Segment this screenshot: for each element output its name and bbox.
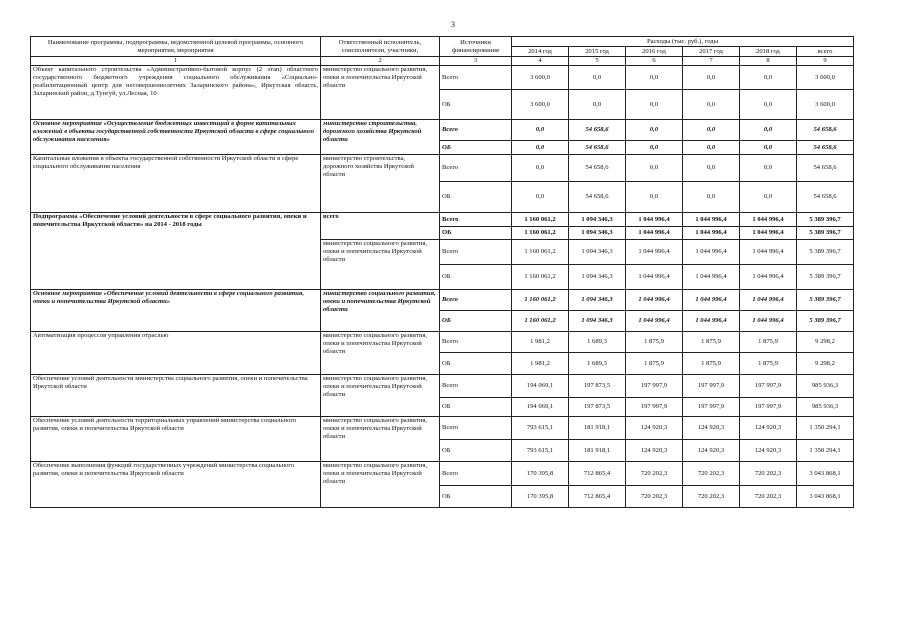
value-cell: 0,0 bbox=[740, 90, 797, 120]
value-cell: 1 160 061,2 bbox=[512, 213, 569, 227]
value-cell: 720 202,3 bbox=[740, 462, 797, 486]
header-year: 2015 год bbox=[569, 47, 626, 57]
value-cell: 124 920,3 bbox=[740, 417, 797, 440]
row-name: Обеспечение условий деятельности территориальных управлений министерства социального развития, опеки и попечительства Иркутской области bbox=[31, 417, 321, 462]
value-cell: 1 044 996,4 bbox=[626, 311, 683, 332]
header-name: Наименование программы, подпрограммы, ведомственной целевой программы, основного мероприятия, мероприятия bbox=[31, 37, 321, 57]
value-cell: 54 658,6 bbox=[569, 141, 626, 155]
source-cell: ОБ bbox=[440, 486, 512, 508]
value-cell: 0,0 bbox=[626, 155, 683, 182]
value-cell: 54 658,6 bbox=[569, 120, 626, 141]
row-executor: министерство социального развития, опеки и попечительства Иркутской области bbox=[321, 417, 440, 462]
row-name: Автоматизация процессов управления отраслью bbox=[31, 332, 321, 375]
row-name: Основное мероприятие «Обеспечение условий деятельности в сфере социального развития, опеки и попечительства Иркутской области» bbox=[31, 290, 321, 332]
value-cell: 1 875,9 bbox=[683, 332, 740, 353]
value-cell: 1 044 996,4 bbox=[740, 213, 797, 227]
source-cell: ОБ bbox=[440, 141, 512, 155]
header-total: всего bbox=[797, 47, 854, 57]
value-cell: 197 997,9 bbox=[740, 398, 797, 417]
index-cell: 3 bbox=[440, 57, 512, 66]
value-cell: 5 389 396,7 bbox=[797, 227, 854, 240]
header-year: 2014 год bbox=[512, 47, 569, 57]
value-cell: 5 389 396,7 bbox=[797, 265, 854, 290]
value-cell: 1 160 061,2 bbox=[512, 311, 569, 332]
value-cell: 0,0 bbox=[740, 182, 797, 213]
value-cell: 0,0 bbox=[740, 66, 797, 90]
value-cell: 0,0 bbox=[626, 66, 683, 90]
value-cell: 0,0 bbox=[683, 66, 740, 90]
value-cell: 1 044 996,4 bbox=[740, 227, 797, 240]
source-cell: ОБ bbox=[440, 398, 512, 417]
value-cell: 793 615,1 bbox=[512, 417, 569, 440]
value-cell: 0,0 bbox=[512, 182, 569, 213]
source-cell: ОБ bbox=[440, 265, 512, 290]
value-cell: 197 997,9 bbox=[626, 398, 683, 417]
value-cell: 1 044 996,4 bbox=[626, 290, 683, 311]
value-cell: 985 936,3 bbox=[797, 398, 854, 417]
value-cell: 197 997,9 bbox=[626, 375, 683, 398]
value-cell: 5 389 396,7 bbox=[797, 311, 854, 332]
value-cell: 1 094 346,3 bbox=[569, 290, 626, 311]
row-executor: министерство социального развития, опеки и попечительства Иркутской области bbox=[321, 332, 440, 375]
value-cell: 170 395,8 bbox=[512, 462, 569, 486]
value-cell: 1 094 346,3 bbox=[569, 227, 626, 240]
value-cell: 197 873,5 bbox=[569, 398, 626, 417]
value-cell: 54 658,6 bbox=[797, 155, 854, 182]
value-cell: 1 044 996,4 bbox=[683, 265, 740, 290]
source-cell: ОБ bbox=[440, 353, 512, 375]
value-cell: 1 094 346,3 bbox=[569, 240, 626, 265]
value-cell: 1 160 061,2 bbox=[512, 265, 569, 290]
source-cell: Всего bbox=[440, 417, 512, 440]
value-cell: 0,0 bbox=[683, 182, 740, 213]
value-cell: 194 069,1 bbox=[512, 375, 569, 398]
index-cell: 1 bbox=[31, 57, 321, 66]
value-cell: 181 918,1 bbox=[569, 440, 626, 462]
source-cell: Всего bbox=[440, 332, 512, 353]
value-cell: 1 981,2 bbox=[512, 332, 569, 353]
value-cell: 712 865,4 bbox=[569, 486, 626, 508]
value-cell: 197 997,9 bbox=[683, 398, 740, 417]
value-cell: 0,0 bbox=[626, 90, 683, 120]
row-executor: министерство социального развития, опеки и попечительства Иркутской области bbox=[321, 240, 440, 290]
row-executor: министерство строительства, дорожного хозяйства Иркутской области bbox=[321, 120, 440, 155]
row-name: Капитальные вложения в объекты государственной собственности Иркутской области в сфере социального обслуживания населения bbox=[31, 155, 321, 213]
value-cell: 3 043 868,1 bbox=[797, 486, 854, 508]
value-cell: 0,0 bbox=[512, 155, 569, 182]
value-cell: 54 658,6 bbox=[569, 182, 626, 213]
value-cell: 1 044 996,4 bbox=[740, 240, 797, 265]
value-cell: 3 600,0 bbox=[797, 66, 854, 90]
row-executor: министерство социального развития, опеки и попечительства Иркутской области bbox=[321, 462, 440, 508]
value-cell: 1 044 996,4 bbox=[626, 265, 683, 290]
value-cell: 720 202,3 bbox=[626, 462, 683, 486]
value-cell: 1 044 996,4 bbox=[626, 240, 683, 265]
value-cell: 1 044 996,4 bbox=[740, 311, 797, 332]
value-cell: 1 875,9 bbox=[740, 332, 797, 353]
value-cell: 54 658,6 bbox=[797, 120, 854, 141]
index-cell: 9 bbox=[797, 57, 854, 66]
value-cell: 0,0 bbox=[683, 141, 740, 155]
value-cell: 0,0 bbox=[626, 120, 683, 141]
header-expenses: Расходы (тыс. руб.), годы bbox=[512, 37, 854, 47]
source-cell: ОБ bbox=[440, 227, 512, 240]
value-cell: 124 920,3 bbox=[683, 417, 740, 440]
value-cell: 1 875,9 bbox=[740, 353, 797, 375]
value-cell: 124 920,3 bbox=[683, 440, 740, 462]
row-name: Объект капитального строительства «Административно-бытовой корпус (2 этап) областного государственного бюджетного учреждения социального обслуживания «Социально-реабилитационный центр для несовершеннолетних Заларинского района», Иркутская область, Заларинский район, д.Тунгуй, ул.Лесная, 10 bbox=[31, 66, 321, 120]
value-cell: 1 875,9 bbox=[683, 353, 740, 375]
value-cell: 124 920,3 bbox=[740, 440, 797, 462]
source-cell: ОБ bbox=[440, 311, 512, 332]
value-cell: 720 202,3 bbox=[626, 486, 683, 508]
row-name: Обеспечение выполнения функций государственных учреждений министерства социального развития, опеки и попечительства Иркутской области bbox=[31, 462, 321, 508]
row-executor: министерство строительства, дорожного хозяйства Иркутской области bbox=[321, 155, 440, 213]
source-cell: Всего bbox=[440, 240, 512, 265]
value-cell: 1 044 996,4 bbox=[683, 213, 740, 227]
value-cell: 0,0 bbox=[740, 141, 797, 155]
value-cell: 1 350 294,1 bbox=[797, 440, 854, 462]
value-cell: 985 936,3 bbox=[797, 375, 854, 398]
value-cell: 3 043 868,1 bbox=[797, 462, 854, 486]
value-cell: 1 160 061,2 bbox=[512, 240, 569, 265]
source-cell: Всего bbox=[440, 155, 512, 182]
source-cell: Всего bbox=[440, 375, 512, 398]
source-cell: Всего bbox=[440, 290, 512, 311]
header-source: Источники финансирования bbox=[440, 37, 512, 57]
value-cell: 720 202,3 bbox=[740, 486, 797, 508]
value-cell: 1 044 996,4 bbox=[740, 265, 797, 290]
header-year: 2018 год bbox=[740, 47, 797, 57]
value-cell: 0,0 bbox=[740, 155, 797, 182]
source-cell: ОБ bbox=[440, 90, 512, 120]
value-cell: 124 920,3 bbox=[626, 417, 683, 440]
source-cell: ОБ bbox=[440, 440, 512, 462]
expenses-table bbox=[30, 36, 854, 508]
index-cell: 7 bbox=[683, 57, 740, 66]
value-cell: 1 875,9 bbox=[626, 353, 683, 375]
value-cell: 1 981,2 bbox=[512, 353, 569, 375]
value-cell: 1 350 294,1 bbox=[797, 417, 854, 440]
subprogram-name: Подпрограмма «Обеспечение условий деятельности в сфере социального развития, опеки и попечительства Иркутской области» на 2014 - 2018 годы bbox=[31, 213, 321, 290]
value-cell: 170 395,8 bbox=[512, 486, 569, 508]
value-cell: 197 997,9 bbox=[683, 375, 740, 398]
value-cell: 1 689,3 bbox=[569, 353, 626, 375]
header-year: 2016 год bbox=[626, 47, 683, 57]
value-cell: 1 094 346,3 bbox=[569, 311, 626, 332]
index-cell: 5 bbox=[569, 57, 626, 66]
header-year: 2017 год bbox=[683, 47, 740, 57]
source-cell: ОБ bbox=[440, 182, 512, 213]
value-cell: 0,0 bbox=[569, 66, 626, 90]
source-cell: Всего bbox=[440, 66, 512, 90]
value-cell: 1 044 996,4 bbox=[683, 290, 740, 311]
index-cell: 2 bbox=[321, 57, 440, 66]
value-cell: 5 389 396,7 bbox=[797, 240, 854, 265]
value-cell: 3 600,0 bbox=[512, 66, 569, 90]
value-cell: 0,0 bbox=[683, 90, 740, 120]
value-cell: 54 658,6 bbox=[569, 155, 626, 182]
value-cell: 3 600,0 bbox=[797, 90, 854, 120]
value-cell: 0,0 bbox=[740, 120, 797, 141]
value-cell: 9 298,2 bbox=[797, 353, 854, 375]
value-cell: 1 044 996,4 bbox=[683, 240, 740, 265]
value-cell: 194 069,1 bbox=[512, 398, 569, 417]
source-cell: Всего bbox=[440, 462, 512, 486]
row-executor: министерство социального развития, опеки и попечительства Иркутской области bbox=[321, 375, 440, 417]
value-cell: 720 202,3 bbox=[683, 462, 740, 486]
value-cell: 0,0 bbox=[626, 141, 683, 155]
value-cell: 197 997,9 bbox=[740, 375, 797, 398]
page-number: 3 bbox=[451, 20, 455, 29]
index-cell: 6 bbox=[626, 57, 683, 66]
value-cell: 712 865,4 bbox=[569, 462, 626, 486]
value-cell: 54 658,6 bbox=[797, 182, 854, 213]
value-cell: 0,0 bbox=[512, 141, 569, 155]
value-cell: 0,0 bbox=[626, 182, 683, 213]
value-cell: 197 873,5 bbox=[569, 375, 626, 398]
index-cell: 4 bbox=[512, 57, 569, 66]
value-cell: 0,0 bbox=[512, 120, 569, 141]
row-name: Основное мероприятие «Осуществление бюджетных инвестиций в форме капитальных вложений в объекты государственной собственности Иркутской области в сфере социального обслуживания населения» bbox=[31, 120, 321, 155]
header-executor: Ответственный исполнитель, соисполнители, участники, bbox=[321, 37, 440, 57]
value-cell: 124 920,3 bbox=[626, 440, 683, 462]
value-cell: 1 044 996,4 bbox=[683, 311, 740, 332]
row-name: Обеспечение условий деятельности министерства социального развития, опеки и попечительства Иркутской области bbox=[31, 375, 321, 417]
value-cell: 1 044 996,4 bbox=[626, 213, 683, 227]
value-cell: 1 875,9 bbox=[626, 332, 683, 353]
row-executor: министерство социального развития, опеки и попечительства Иркутской области bbox=[321, 290, 440, 332]
value-cell: 9 298,2 bbox=[797, 332, 854, 353]
value-cell: 3 600,0 bbox=[512, 90, 569, 120]
row-executor: всего bbox=[321, 213, 440, 240]
source-cell: Всего bbox=[440, 120, 512, 141]
value-cell: 1 160 061,2 bbox=[512, 227, 569, 240]
value-cell: 1 044 996,4 bbox=[626, 227, 683, 240]
value-cell: 793 615,1 bbox=[512, 440, 569, 462]
row-executor: министерство социального развития, опеки и попечительства Иркутской области bbox=[321, 66, 440, 120]
value-cell: 1 094 346,3 bbox=[569, 213, 626, 227]
value-cell: 1 094 346,3 bbox=[569, 265, 626, 290]
value-cell: 720 202,3 bbox=[683, 486, 740, 508]
source-cell: Всего bbox=[440, 213, 512, 227]
value-cell: 54 658,6 bbox=[797, 141, 854, 155]
value-cell: 1 044 996,4 bbox=[740, 290, 797, 311]
value-cell: 0,0 bbox=[683, 120, 740, 141]
value-cell: 5 389 396,7 bbox=[797, 290, 854, 311]
value-cell: 181 918,1 bbox=[569, 417, 626, 440]
value-cell: 0,0 bbox=[569, 90, 626, 120]
value-cell: 1 689,3 bbox=[569, 332, 626, 353]
value-cell: 1 160 061,2 bbox=[512, 290, 569, 311]
value-cell: 0,0 bbox=[683, 155, 740, 182]
value-cell: 1 044 996,4 bbox=[683, 227, 740, 240]
value-cell: 5 389 396,7 bbox=[797, 213, 854, 227]
index-cell: 8 bbox=[740, 57, 797, 66]
